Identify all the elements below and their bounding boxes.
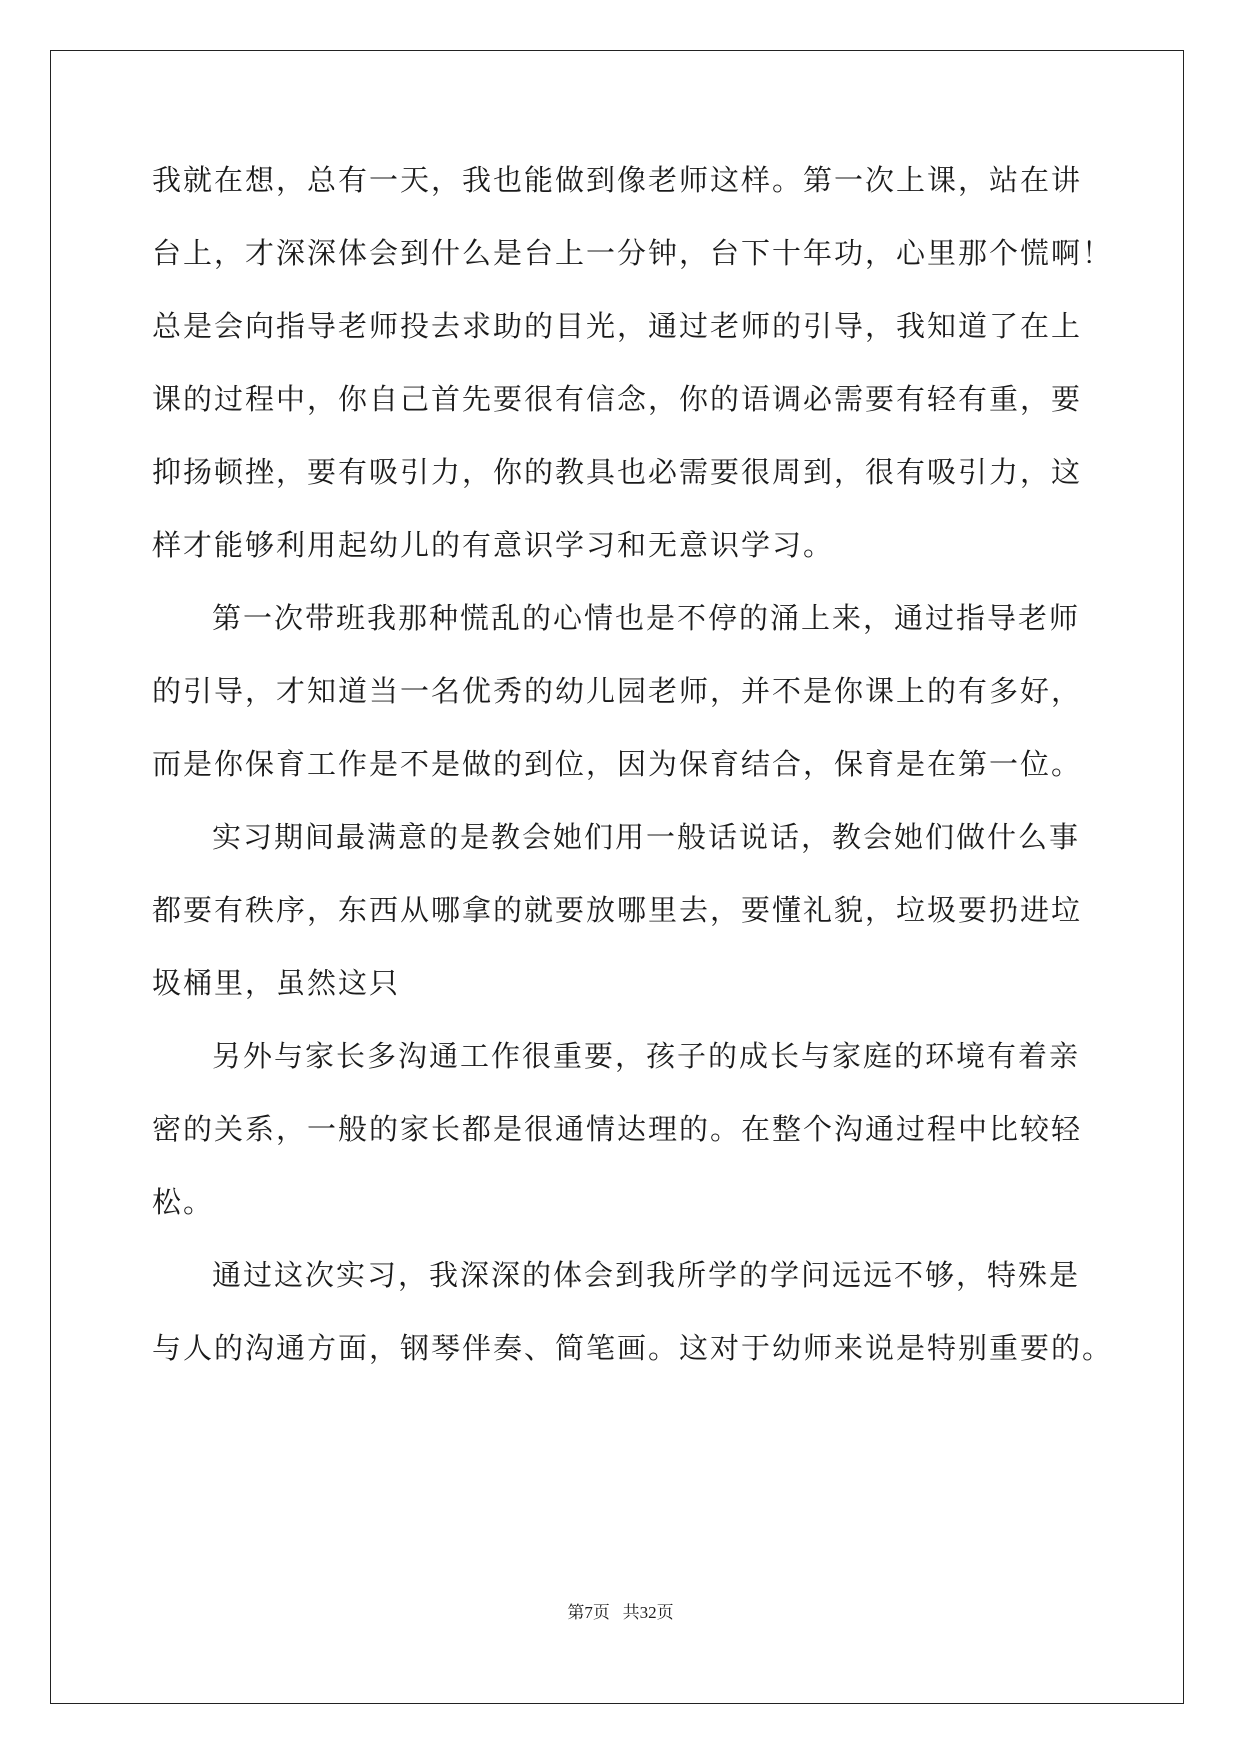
text-line: 课的过程中，你自己首先要很有信念，你的语调必需要有轻有重，要 <box>152 382 1083 416</box>
text-line: 台上，才深深体会到什么是台上一分钟，台下十年功，心里那个慌啊！ <box>152 236 1114 270</box>
text-line: 圾桶里，虽然这只 <box>152 966 401 1000</box>
text-line: 抑扬顿挫，要有吸引力，你的教具也必需要很周到，很有吸引力，这 <box>152 455 1083 489</box>
text-line: 实习期间最满意的是教会她们用一般话说话，教会她们做什么事 <box>212 820 1081 854</box>
text-line: 的引导，才知道当一名优秀的幼儿园老师，并不是你课上的有多好， <box>152 674 1083 708</box>
text-line: 松。 <box>152 1185 215 1219</box>
page-footer: 第7页 共32页 <box>567 1603 674 1622</box>
text-line: 与人的沟通方面，钢琴伴奏、简笔画。这对于幼师来说是特别重要的。 <box>152 1331 1114 1365</box>
text-line: 都要有秩序，东西从哪拿的就要放哪里去，要懂礼貌，垃圾要扔进垃 <box>152 893 1083 927</box>
text-line: 样才能够利用起幼儿的有意识学习和无意识学习。 <box>152 528 835 562</box>
text-line: 总是会向指导老师投去求助的目光，通过老师的引导，我知道了在上 <box>152 309 1083 343</box>
text-line: 第一次带班我那种慌乱的心情也是不停的涌上来，通过指导老师 <box>212 601 1081 635</box>
text-line: 另外与家长多沟通工作很重要，孩子的成长与家庭的环境有着亲 <box>212 1039 1081 1073</box>
text-line: 我就在想，总有一天，我也能做到像老师这样。第一次上课，站在讲 <box>152 163 1083 197</box>
page-border <box>50 50 1184 1704</box>
text-line: 而是你保育工作是不是做的到位，因为保育结合，保育是在第一位。 <box>152 747 1083 781</box>
text-line: 密的关系，一般的家长都是很通情达理的。在整个沟通过程中比较轻 <box>152 1112 1083 1146</box>
text-line: 通过这次实习，我深深的体会到我所学的学问远远不够，特殊是 <box>212 1258 1081 1292</box>
